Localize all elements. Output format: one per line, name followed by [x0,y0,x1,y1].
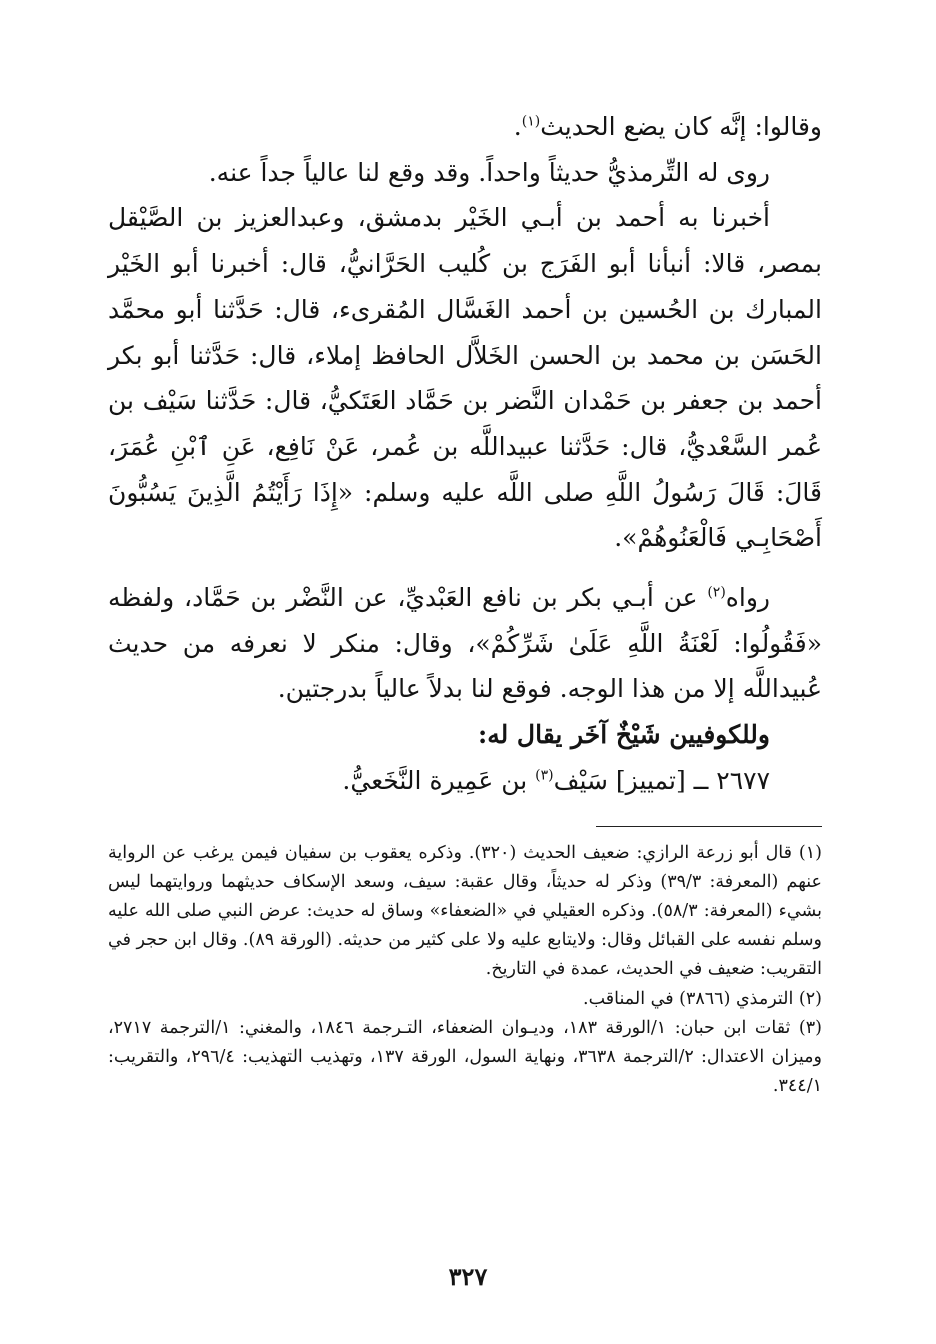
entry-name: بن عَمِيرة النَّخَعيُّ. [342,765,536,795]
main-text [108,104,822,804]
footnote-2: (٢) الترمذي (٣٨٦٦) في المناقب. [583,988,822,1009]
footnotes [108,839,822,1102]
footnote-divider [596,826,822,827]
opening-line-end: . [513,112,522,141]
section-heading: وللكوفيين شَيْخٌ آخَر يقال له: [477,720,770,750]
paragraph-1: روى له التِّرمذيُّ حديثاً واحداً. وقد وقع لنا عالياً جداً عنه. [208,157,770,187]
footnote-1: (١) قال أبو زرعة الرازي: ضعيف الحديث (٣٢٠). وذكره يعقوب بن سفيان فيمن يرغب عن الرواية عنهم (المعرفة: ٣٩/٣) وذكر له حديثاً، وقال عقبة: سيف، وسعد الإسكاف حديثهما وروايتهما ليس بشيء (المعرفة: ٥٨/٣). وذكره العقيلي في «الضعفاء» وساق له حديث: عرض النبي صلى الله عليه وسلم نفسه على القبائل وقال: ولايتابع عليه ولا على كثير من حديثه. (الورقة ٨٩). وقال ابن حجر في التقريب: ضعيف في الحديث، عمدة في التاريخ. [108,842,823,980]
footnote-ref-3[interactable]: (٣) [535,767,554,784]
entry-number: ٢٦٧٧ ــ [تمييز] سَيْف [553,765,770,795]
paragraph-2: أخبرنا به أحمد بن أبـي الخَيْر بدمشق، وعبدالعزيز بن الصَّيْقل بمصر، قالا: أنبأنا أبو الفَرَج بن كُليب الحَرَّانيُّ، قال: أخبرنا أبو الخَيْر المبارك بن الحُسين بن أحمد الغَسَّال المُقرىء، قال: حَدَّثنا أبو محمَّد الحَسَن بن محمد بن الحسن الخَلاَّل الحافظ إملاء، قال: حَدَّثنا أبو بكر أحمد بن جعفر بن حَمْدان النَّضر بن حَمَّاد العَتَكيُّ، قال: حَدَّثنا سَيْف بن عُمر السَّعْديُّ، قال: حَدَّثنا عبيداللَّه بن عُمر، عَنْ نَافِع، عَنِ ٱبْنِ عُمَرَ، قَالَ: قَالَ رَسُولُ اللَّهِ صلى اللَّه عليه وسلم: «إِذَا رَأَيْتُمُ الَّذِينَ يَسُبُّونَ أَصْحَابِـي فَالْعَنُوهُمْ». [108,203,822,553]
page-body [108,104,822,1101]
paragraph-3-rest: عن أبـي بكر بن نافع العَبْديِّ، عن النَّضْر بن حَمَّاد، ولفظه «فَقُولُوا: لَعْنَةُ اللَّهِ عَلَىٰ شَرِّكُمْ»، وقال: منكر لا نعرفه من حديث عُبيداللَّه إلا من هذا الوجه. فوقع لنا بدلاً عالياً بدرجتين. [108,583,822,704]
paragraph-3-start: رواه [725,583,770,613]
opening-line-text: وقالوا: إنَّه كان يضع الحديث [540,112,822,141]
footnote-ref-2[interactable]: (٢) [707,584,726,601]
biography-entry [108,758,822,804]
footnote-3: (٣) ثقات ابن حبان: ١/الورقة ١٨٣، وديـوان الضعفاء، التـرجمة ١٨٤٦، والمغني: ١/الترجمة ٢٧١٧، وميزان الاعتدال: ٢/الترجمة ٣٦٣٨، ونهاية السول، الورقة ١٣٧، وتهذيب التهذيب: ٢٩٦/٤، والتقريب: ٣٤٤/١. [108,1017,822,1097]
paragraph-3 [108,575,822,712]
opening-line [108,104,822,150]
page-number: ٣٢٧ [448,1262,488,1291]
footnote-ref-1[interactable]: (١) [521,113,541,130]
